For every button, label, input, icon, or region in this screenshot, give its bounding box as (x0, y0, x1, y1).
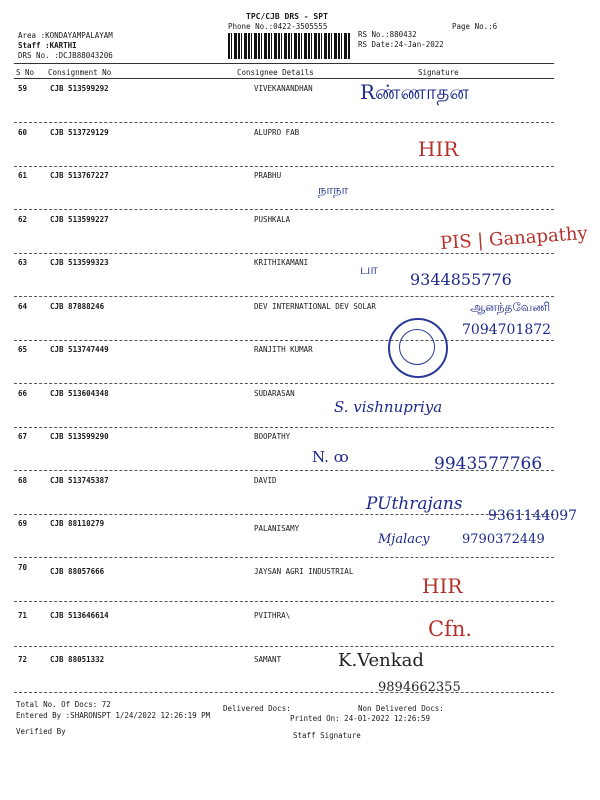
row-sno: 60 (18, 128, 28, 137)
signature-70: HIR (422, 574, 463, 598)
row-consignee: PUSHKALA (254, 215, 291, 224)
signature-63: பா (360, 262, 378, 278)
row-consignment: CJB 513646614 (50, 611, 109, 620)
row-consignment: CJB 513599290 (50, 432, 109, 441)
row-consignment: CJB 88057666 (50, 567, 105, 576)
row-divider (14, 646, 554, 647)
signature-62: PIS | Ganapathy (439, 222, 589, 255)
rs-date: RS Date:24-Jan-2022 (358, 40, 444, 49)
row-consignee: SAMANT (254, 655, 282, 664)
row-sno: 63 (18, 258, 28, 267)
row-consignee: ALUPRO FAB (254, 128, 300, 137)
phone-63: 9344855776 (410, 270, 512, 289)
row-consignee: SUDARASAN (254, 389, 295, 398)
total-docs: Total No. Of Docs: 72 (16, 700, 111, 709)
row-divider (14, 209, 554, 210)
row-consignment: CJB 513599292 (50, 84, 109, 93)
phone-68: 9361144097 (488, 508, 578, 524)
row-sno: 68 (18, 476, 28, 485)
row-sno: 71 (18, 611, 28, 620)
row-consignment: CJB 513599323 (50, 258, 109, 267)
row-divider (14, 557, 554, 558)
col-consignee: Consignee Details (237, 68, 314, 77)
staff-label: Staff :KARTHI (18, 41, 77, 50)
non-delivered-docs: Non Delivered Docs: (358, 704, 444, 713)
row-sno: 64 (18, 302, 28, 311)
row-consignment: CJB 513599227 (50, 215, 109, 224)
row-sno: 65 (18, 345, 28, 354)
barcode (228, 33, 350, 59)
phone-69: 9790372449 (462, 532, 545, 547)
row-consignment: CJB 513745387 (50, 476, 109, 485)
row-consignment: CJB 87888246 (50, 302, 105, 311)
phone-number: Phone No.:0422-3505555 (228, 22, 328, 31)
signature-66: S. vishnupriya (334, 398, 443, 416)
signature-61: நாநா (318, 183, 349, 198)
row-consignee: PRABHU (254, 171, 282, 180)
signature-64: ஆனந்தவேணி (470, 300, 551, 314)
row-sno: 72 (18, 655, 28, 664)
drs-number: DRS No. :DCJB88043206 (18, 51, 113, 60)
phone-64: 7094701872 (462, 322, 552, 338)
phone-67: 9943577766 (434, 454, 543, 474)
row-divider (14, 383, 554, 384)
row-consignment: CJB 513729129 (50, 128, 109, 137)
row-sno: 61 (18, 171, 28, 180)
verified-by: Verified By (16, 727, 66, 736)
row-divider (14, 166, 554, 167)
row-consignment: CJB 88051332 (50, 655, 105, 664)
row-divider (14, 427, 554, 428)
row-divider (14, 253, 554, 254)
entered-by: Entered By :SHARONSPT 1/24/2022 12:26:19 PM (16, 711, 211, 720)
col-signature: Signature (418, 68, 459, 77)
company-stamp (388, 318, 448, 378)
row-consignee: KRITHIKAMANI (254, 258, 309, 267)
signature-69: Mjalacy (378, 532, 430, 547)
printed-on: Printed On: 24-01-2022 12:26:59 (290, 714, 430, 723)
row-consignee: RANJITH KUMAR (254, 345, 313, 354)
signature-67: N. ꝏ (312, 448, 349, 466)
signature-59: Rண்ணாதன (360, 80, 469, 104)
row-consignee: JAYSAN AGRI INDUSTRIAL (254, 567, 354, 576)
row-consignment: CJB 513604348 (50, 389, 109, 398)
page-number: Page No.:6 (452, 22, 498, 31)
document-title: TPC/CJB DRS - SPT (246, 12, 328, 21)
row-divider (14, 692, 554, 693)
row-consignment: CJB 513747449 (50, 345, 109, 354)
col-consignment: Consignment No (48, 68, 112, 77)
staff-signature: Staff Signature (293, 731, 361, 740)
row-sno: 59 (18, 84, 28, 93)
header-rule-top (14, 63, 554, 64)
row-consignee: DAVID (254, 476, 277, 485)
delivered-docs: Delivered Docs: (223, 704, 291, 713)
row-consignee: PALANISAMY (254, 524, 300, 533)
row-consignee: BOOPATHY (254, 432, 291, 441)
signature-60: HIR (418, 137, 459, 161)
signature-68: PUthrajans (366, 494, 463, 514)
signature-72: K.Venkad (338, 650, 424, 671)
row-sno: 66 (18, 389, 28, 398)
row-divider (14, 296, 554, 297)
row-sno: 67 (18, 432, 28, 441)
row-consignment: CJB 88110279 (50, 519, 105, 528)
row-divider (14, 122, 554, 123)
row-divider (14, 340, 554, 341)
row-sno: 70 (18, 563, 28, 572)
row-consignee: PVITHRA\ (254, 611, 291, 620)
header-rule-bottom (14, 78, 554, 79)
area-label: Area :KONDAYAMPALAYAM (18, 31, 113, 40)
row-divider (14, 514, 554, 515)
row-consignment: CJB 513767227 (50, 171, 109, 180)
phone-72: 9894662355 (378, 680, 461, 695)
row-sno: 69 (18, 519, 28, 528)
rs-number: RS No.:880432 (358, 30, 417, 39)
row-consignee: VIVEKANANDHAN (254, 84, 313, 93)
signature-71: Cfn. (428, 617, 473, 641)
col-sno: S No (16, 68, 35, 77)
row-sno: 62 (18, 215, 28, 224)
row-divider (14, 601, 554, 602)
row-consignee: DEV INTERNATIONAL DEV SOLAR (254, 302, 376, 311)
